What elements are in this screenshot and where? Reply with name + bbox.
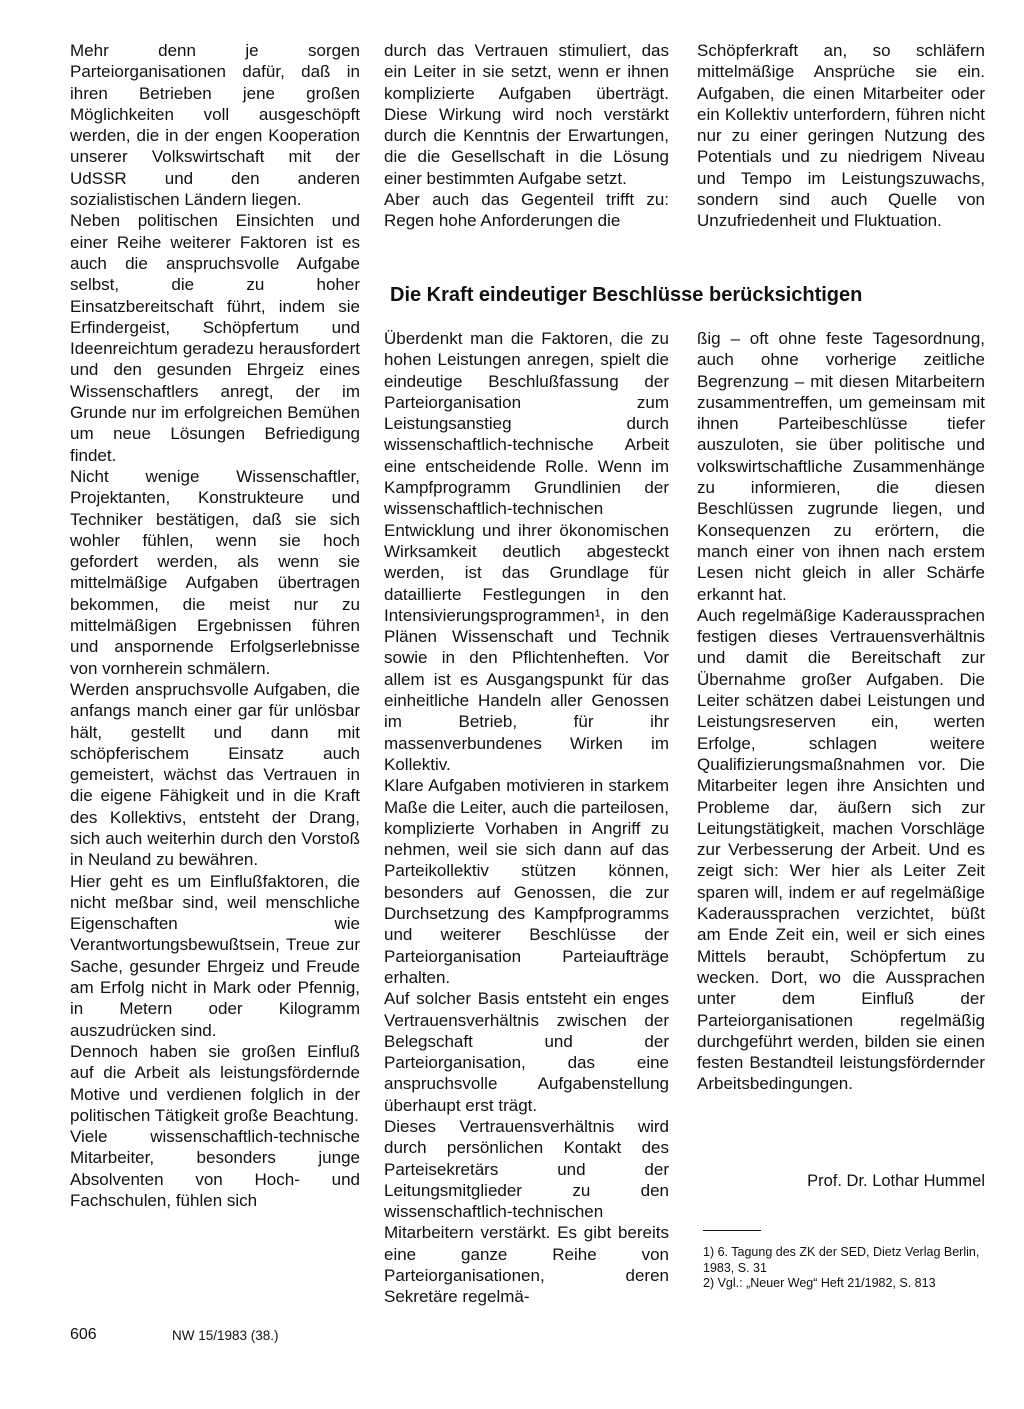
- paragraph: Neben politischen Einsichten und einer Reihe weiterer Faktoren ist es auch die anspruchsvolle Aufgabe selbst, die zu hoher Einsatzbereitschaft führt, indem sie Erfindergeist, Schöpfertum und Ideenreichtum geradezu herausfordert und den gesunden Ehrgeiz eines Wissenschaftlers anregt, der im Grunde nur im erfolgreichen Bemühen um neue Lösungen Befriedigung findet.: [70, 211, 360, 465]
- footnote: 2) Vgl.: „Neuer Weg“ Heft 21/1982, S. 813: [703, 1276, 936, 1290]
- author-signature: Prof. Dr. Lothar Hummel: [807, 1172, 985, 1190]
- paragraph: Schöpferkraft an, so schläfern mittelmäßige Ansprüche sie ein. Aufgaben, die einen Mitarbeiter oder ein Kollektiv unterfordern, führen nicht nur zu einer geringen Nutzung des Potentials und zu niedrigem Niveau und Tempo im Leistungszuwachs, sondern sind auch Quelle von Unzufriedenheit und Fluktuation.: [697, 41, 985, 231]
- section-heading: Die Kraft eindeutiger Beschlüsse berücksichtigen: [390, 284, 863, 306]
- footnote: 1) 6. Tagung des ZK der SED, Dietz Verlag Berlin, 1983, S. 31: [703, 1245, 980, 1275]
- paragraph: Hier geht es um Einflußfaktoren, die nicht meßbar sind, weil menschliche Eigenschaften wie Verantwortungsbewußtsein, Treue zur Sache, gesunder Ehrgeiz und Freude am Erfolg nicht in Mark oder Pfennig, in Metern oder Kilogramm auszudrücken sind.: [70, 871, 360, 1040]
- column-3-top: [697, 40, 985, 232]
- paragraph: Auf solcher Basis entsteht ein enges Vertrauensverhältnis zwischen der Belegschaft und der Parteiorganisation, das eine anspruchsvolle Aufgabenstellung überhaupt erst trägt.: [384, 989, 669, 1115]
- footnotes: [703, 1245, 985, 1292]
- column-3-bottom: [697, 328, 985, 1095]
- paragraph: durch das Vertrauen stimuliert, das ein Leiter in sie setzt, wenn er ihnen komplizierte Aufgaben überträgt. Diese Wirkung wird noch verstärkt durch die Kenntnis der Erwartungen, die die Gesellschaft in die Lösung einer bestimmten Aufgabe setzt.: [384, 41, 669, 188]
- paragraph: Klare Aufgaben motivieren in starkem Maße die Leiter, auch die parteilosen, komplizierte Vorhaben in Angriff zu nehmen, weil sie sich dann auf das Parteikollektiv stützen können, besonders auf Genossen, die zur Durchsetzung des Kampfprogramms und weiterer Beschlüsse der Parteiorganisation Parteiaufträge erhalten.: [384, 776, 669, 987]
- paragraph: ßig – oft ohne feste Tagesordnung, auch ohne vorherige zeitliche Begrenzung – mit diesen Mitarbeitern zusammentreffen, um gemeinsam mit ihnen Parteibeschlüsse tiefer auszuloten, sie über politische und volkswirtschaftliche Zusammenhänge zu informieren, die diesen Beschlüssen zugrunde liegen, und Konsequenzen zu erörtern, die manch einer von ihnen nach erstem Lesen nicht gleich in aller Schärfe erkannt hat.: [697, 329, 985, 604]
- paragraph: Überdenkt man die Faktoren, die zu hohen Leistungen anregen, spielt die eindeutige Beschlußfassung der Parteiorganisation zum Leistungsanstieg durch wissenschaftlich-technische Arbeit eine entscheidende Rolle. Wenn im Kampfprogramm Grundlinien der wissenschaftlich-technischen Entwicklung und ihrer ökonomischen Wirksamkeit deutlich abgesteckt werden, ist das Grundlage für datailliertе Festlegungen in den Intensivierungsprogrammen¹, in den Plänen Wissenschaft und Technik sowie in den Pflichtenheften. Vor allem ist es Ausgangspunkt für das einheitliche Handeln aller Genossen im Betrieb, für ihr massenverbundenes Wirken im Kollektiv.: [384, 329, 669, 774]
- paragraph: Aber auch das Gegenteil trifft zu: Regen hohe Anforderungen die: [384, 190, 669, 231]
- issue-label: NW 15/1983 (38.): [172, 1328, 279, 1343]
- paragraph: Mehr denn je sorgen Parteiorganisationen dafür, daß in ihren Betrieben jene großen Möglichkeiten voll ausgeschöpft werden, die in der engen Kooperation unserer Volkswirtschaft mit der UdSSR und den anderen sozialistischen Ländern liegen.: [70, 41, 360, 210]
- column-1: [70, 40, 360, 1211]
- footnote-divider: [703, 1230, 761, 1231]
- paragraph: Dieses Vertrauensverhältnis wird durch persönlichen Kontakt des Parteisekretärs und der Leitungsmitglieder zu den wissenschaftlich-technischen Mitarbeitern verstärkt. Es gibt bereits eine ganze Reihe von Parteiorganisationen, deren Sekretäre regelmä-: [384, 1116, 669, 1307]
- paragraph: Viele wissenschaftlich-technische Mitarbeiter, besonders junge Absolventen von Hoch- und Fachschulen, fühlen sich: [70, 1127, 360, 1211]
- paragraph: Werden anspruchsvolle Aufgaben, die anfangs manch einer gar für unlösbar hält, gestellt und dann mit schöpferischem Einsatz auch gemeistert, wächst das Vertrauen in die eigene Fähigkeit und in die Kraft des Kollektivs, entsteht der Drang, sich auch weiterhin durch den Vorstoß in Neuland zu bewähren.: [70, 679, 360, 870]
- paragraph: Auch regelmäßige Kaderaussprachen festigen dieses Vertrauensverhältnis und damit die Bereitschaft zur Übernahme großer Aufgaben. Die Leiter schätzen dabei Leistungen und Leistungsreserven ein, werten Erfolge, schlagen weitere Qualifizierungsmaßnahmen vor. Die Mitarbeiter legen ihre Ansichten und Probleme dar, äußern sich zur Leitungstätigkeit, machen Vorschläge zur Verbesserung der Arbeit. Und es zeigt sich: Wer hier als Leiter Zeit sparen will, indem er auf regelmäßige Kaderaussprachen verzichtet, büßt am Ende Zeit ein, weil er sich eines Mittels beraubt, Schöpfertum zu wecken. Dort, wo die Aussprachen unter dem Einfluß der Parteiorganisationen regelmäßig durchgeführt werden, bilden sie einen festen Bestandteil leistungsfördernder Arbeitsbedingungen.: [697, 605, 985, 1094]
- column-2-top: [384, 40, 669, 232]
- paragraph: Nicht wenige Wissenschaftler, Projektanten, Konstrukteure und Techniker bestätigen, daß sie sich wohler fühlen, wenn sie hoch gefordert werden, als wenn sie mittelmäßige Aufgaben übertragen bekommen, die meist nur zu mittelmäßigen Ergebnissen führen und anspornende Erfolgserlebnisse von vornherein schmälern.: [70, 466, 360, 678]
- column-2-bottom: [384, 328, 669, 1308]
- paragraph: Dennoch haben sie großen Einfluß auf die Arbeit als leistungsfördernde Motive und verdienen folglich in der politischen Tätigkeit große Beachtung.: [70, 1041, 360, 1125]
- page-number: 606: [70, 1326, 97, 1343]
